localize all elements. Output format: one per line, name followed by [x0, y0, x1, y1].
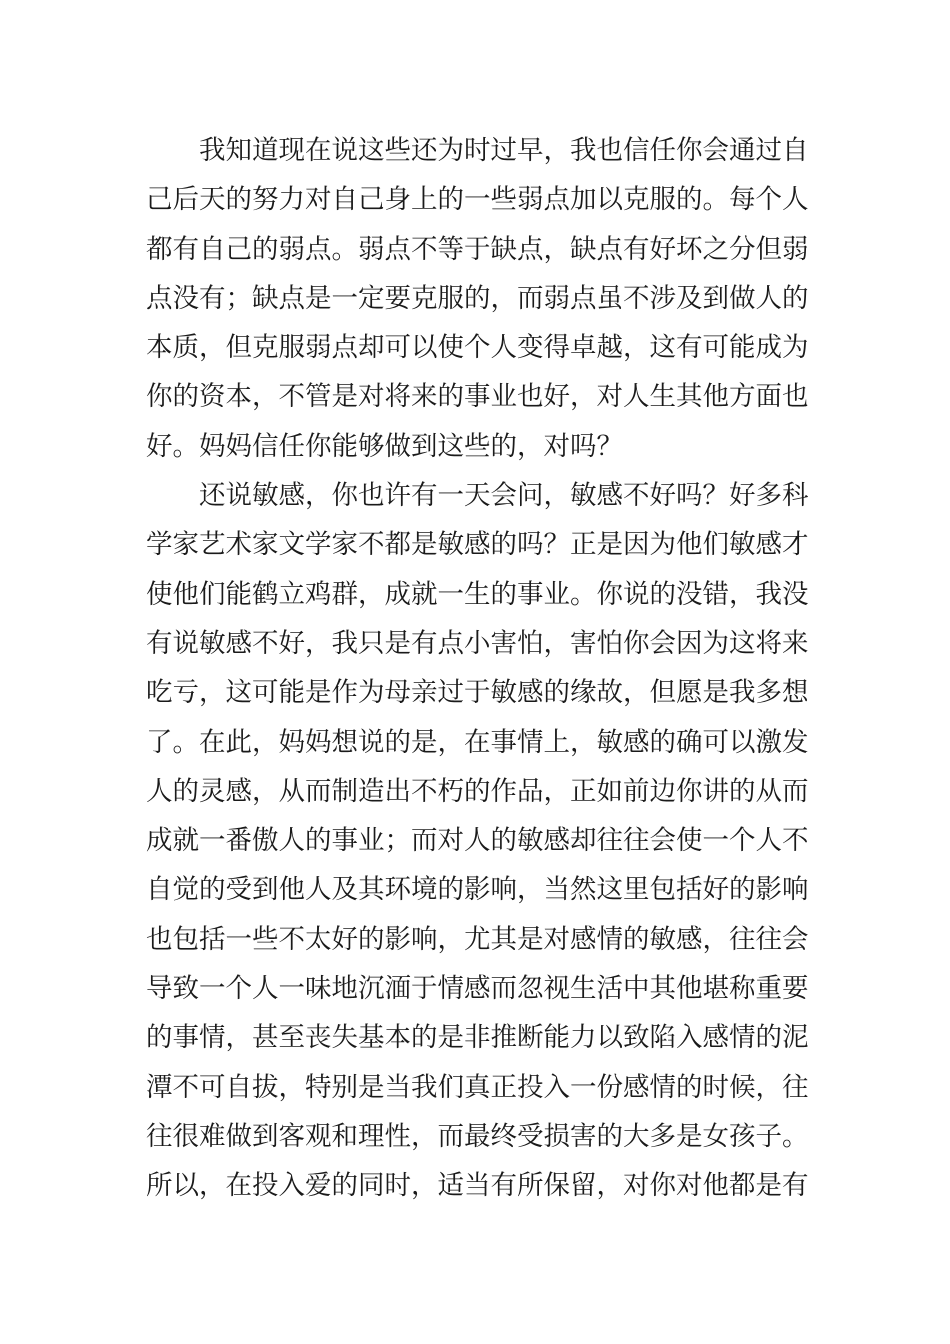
text-line: 点没有；缺点是一定要克服的，而弱点虽不涉及到做人的: [146, 282, 809, 314]
text-line: 本质，但克服弱点却可以使个人变得卓越，这有可能成为: [146, 332, 809, 364]
text-line: 我知道现在说这些还为时过早，我也信任你会通过自: [199, 135, 809, 166]
text-line: 的事情，甚至丧失基本的是非推断能力以致陷入感情的泥: [146, 1022, 809, 1054]
text-line: 还说敏感，你也许有一天会问，敏感不好吗？好多科: [199, 480, 809, 512]
text-line: 人的灵感，从而制造出不朽的作品，正如前边你讲的从而: [146, 775, 809, 807]
text-line: 导致一个人一味地沉湎于情感而忽视生活中其他堪称重要: [146, 973, 809, 1005]
text-line: 使他们能鹤立鸡群，成就一生的事业。你说的没错，我没: [146, 578, 809, 610]
paragraph-2: [146, 471, 808, 1210]
text-line: 吃亏，这可能是作为母亲过于敏感的缘故，但愿是我多想: [146, 677, 809, 709]
text-line: 潭不可自拔，特别是当我们真正投入一份感情的时候，往: [146, 1071, 809, 1103]
text-line: 有说敏感不好，我只是有点小害怕，害怕你会因为这将来: [146, 627, 809, 659]
text-line: 了。在此，妈妈想说的是，在事情上，敏感的确可以激发: [146, 726, 809, 758]
text-line: 也包括一些不太好的影响，尤其是对感情的敏感，往往会: [146, 923, 809, 955]
text-line: 你的资本，不管是对将来的事业也好，对人生其他方面也: [146, 381, 809, 413]
text-line: 成就一番傲人的事业；而对人的敏感却往往会使一个人不: [146, 825, 809, 857]
text-line: 己后天的努力对自己身上的一些弱点加以克服的。每个人: [146, 184, 809, 216]
text-line: 所以，在投入爱的同时，适当有所保留，对你对他都是有: [146, 1170, 809, 1202]
text-line: 自觉的受到他人及其环境的影响，当然这里包括好的影响: [146, 874, 809, 906]
body-text: [146, 126, 808, 1211]
text-line: 好。妈妈信任你能够做到这些的，对吗？: [146, 430, 623, 462]
text-line: 都有自己的弱点。弱点不等于缺点，缺点有好坏之分但弱: [146, 233, 809, 265]
text-line: 往很难做到客观和理性，而最终受损害的大多是女孩子。: [146, 1120, 809, 1152]
paragraph-1: [146, 126, 808, 471]
text-line: 学家艺术家文学家不都是敏感的吗？正是因为他们敏感才: [146, 529, 809, 561]
